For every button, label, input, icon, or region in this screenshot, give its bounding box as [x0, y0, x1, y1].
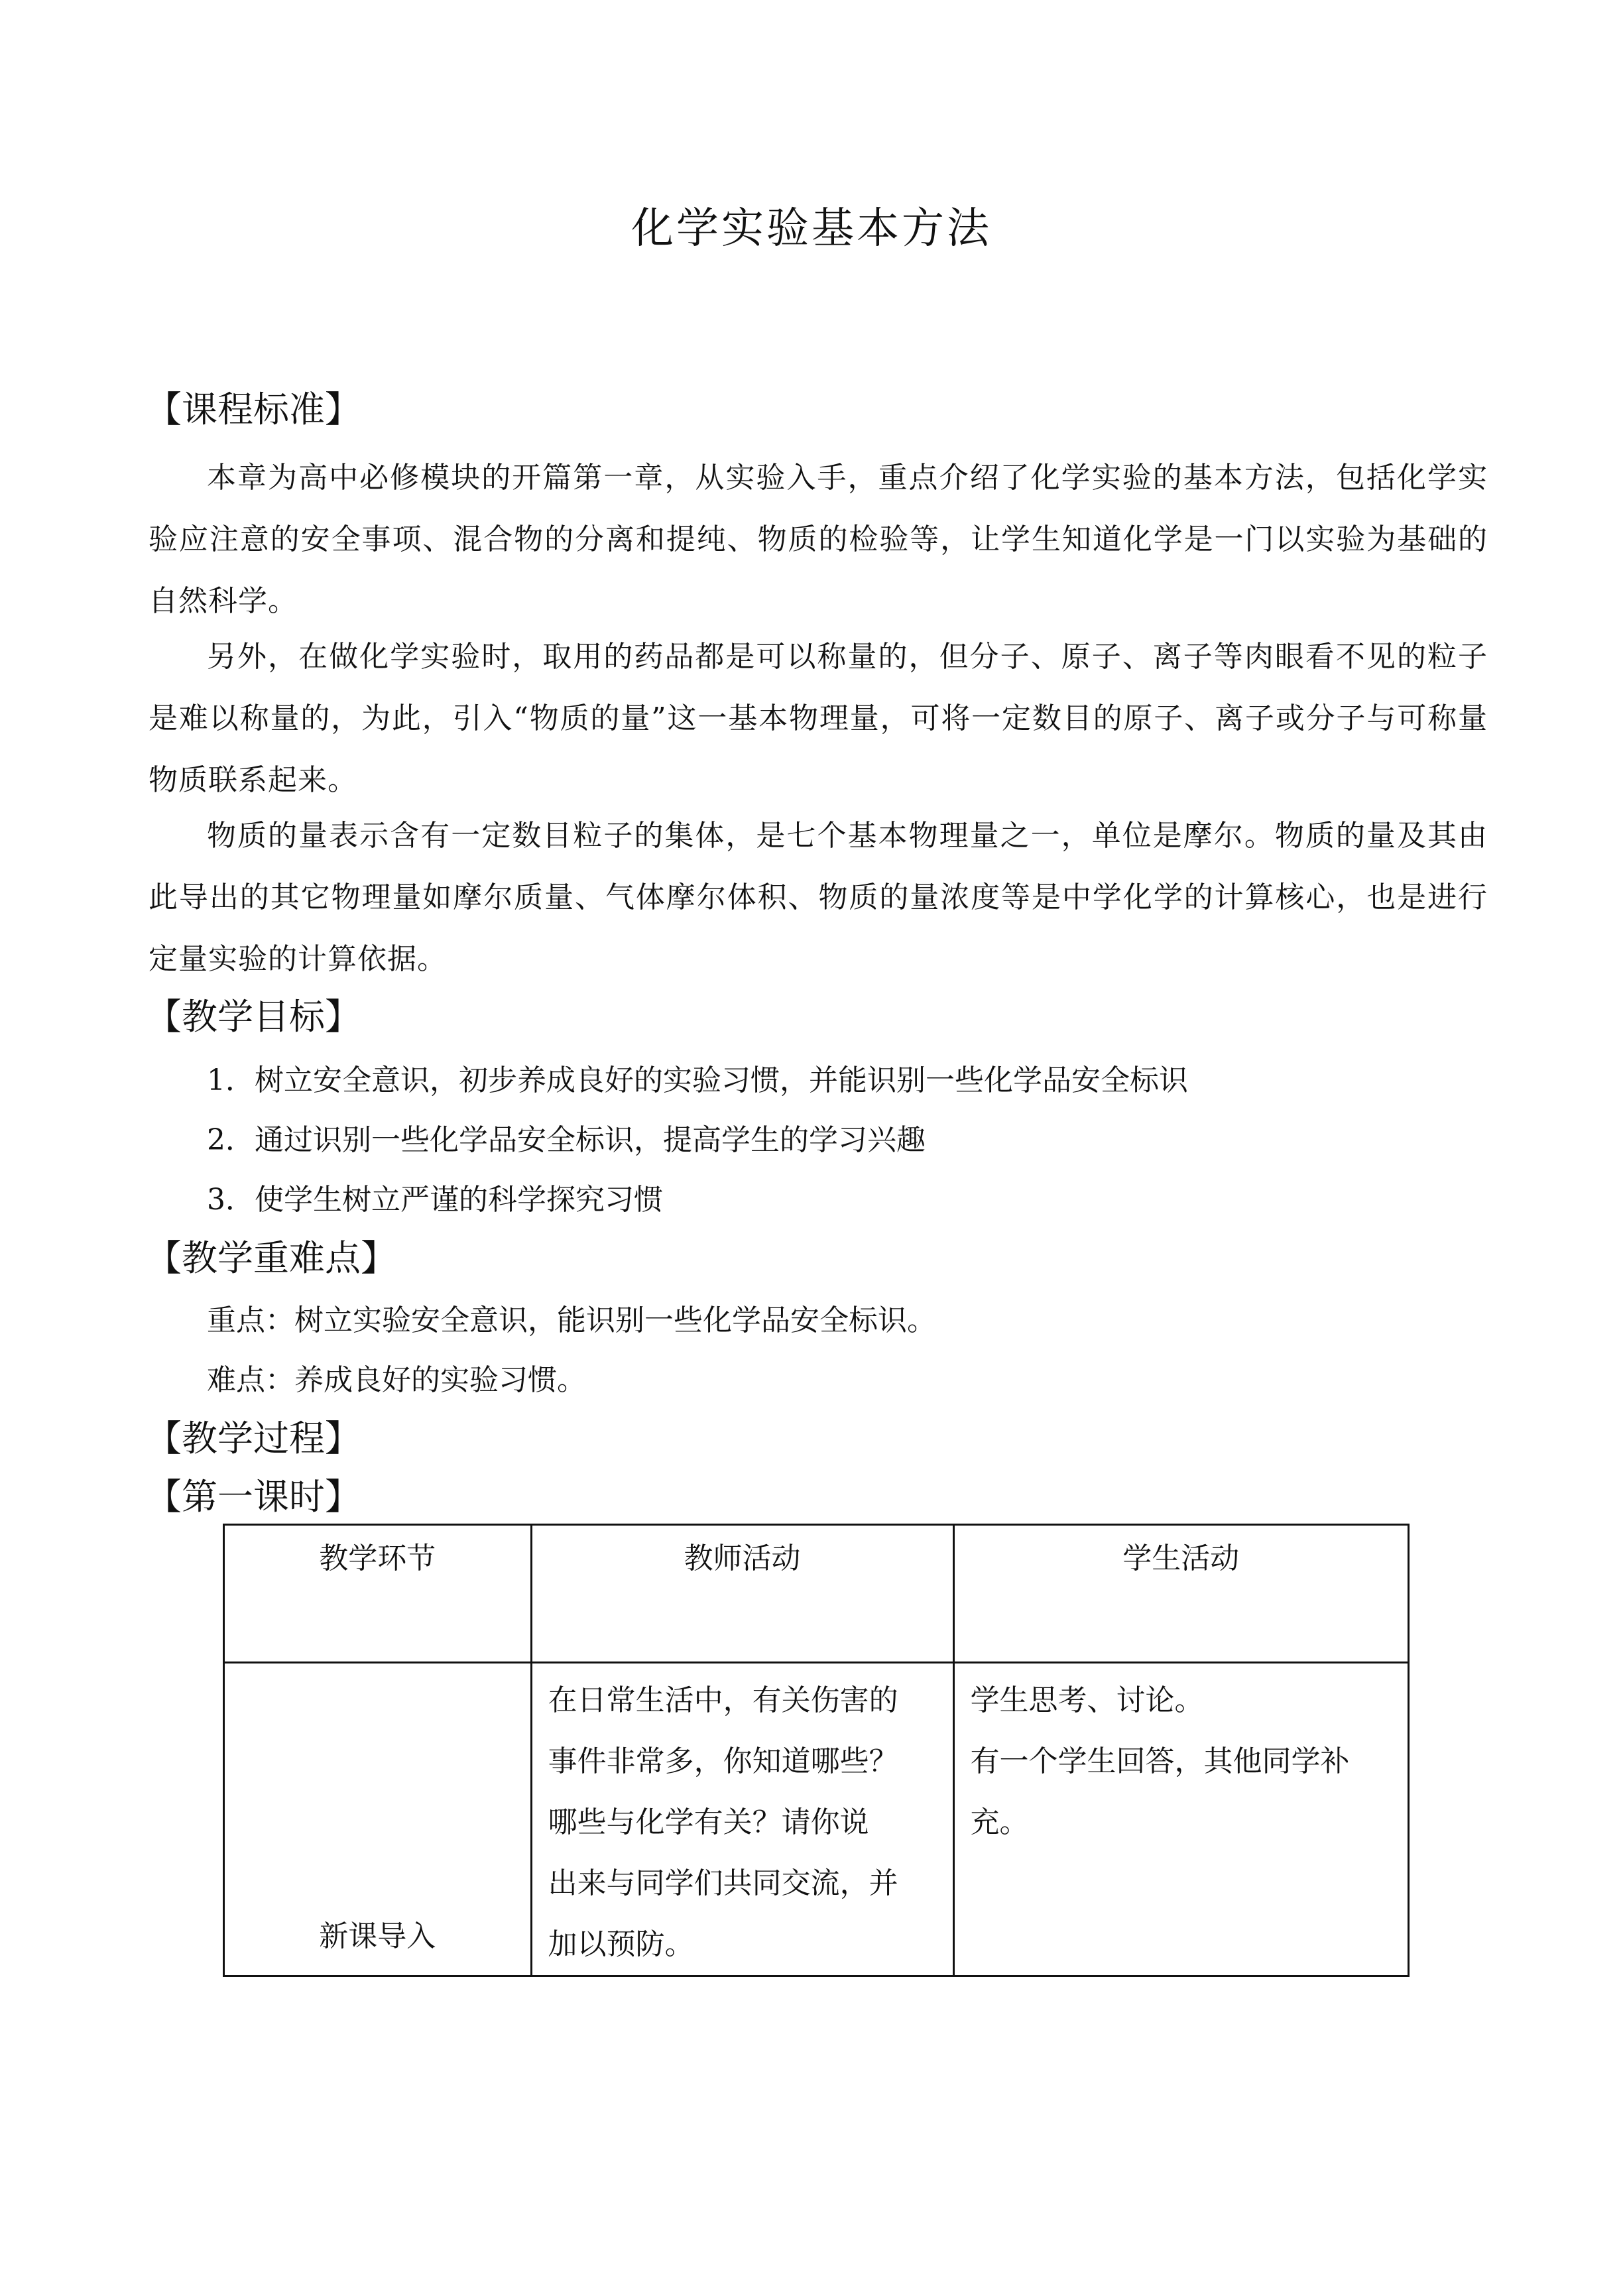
- objective-item-1: 1．树立安全意识，初步养成良好的实验习惯，并能识别一些化学品安全标识: [207, 1063, 1188, 1097]
- key-point-item: 重点：树立实验安全意识，能识别一些化学品安全标识。: [207, 1303, 936, 1337]
- teacher-activity-line: 哪些与化学有关？请你说: [548, 1805, 869, 1839]
- section-heading-curriculum-standard: 【课程标准】: [146, 389, 361, 430]
- paragraph-curriculum-3: 物质的量表示含有一定数目粒子的集体，是七个基本物理量之一，单位是摩尔。物质的量及其由此导出的其它物理量如摩尔质量、气体摩尔体积、物质的量浓度等是中学化学的计算核心，也是进行定量实验的计算依据。: [149, 819, 1488, 976]
- student-activity-line: 学生思考、讨论。: [970, 1683, 1204, 1717]
- table-header-teacher-activity: 教师活动: [531, 1525, 953, 1663]
- table-cell-student-activity: [953, 1663, 1409, 1976]
- lesson-table: [223, 1524, 1410, 1977]
- student-activity-line: 充。: [970, 1805, 1029, 1839]
- table-row: [224, 1663, 1409, 1976]
- stage-label: 新课导入: [319, 1919, 436, 1953]
- teacher-activity-line: 事件非常多，你知道哪些？: [548, 1744, 898, 1778]
- table-cell-stage: [224, 1663, 532, 1976]
- section-heading-teaching-objectives: 【教学目标】: [146, 996, 361, 1038]
- document-title: 化学实验基本方法: [631, 204, 992, 253]
- difficult-point-item: 难点：养成良好的实验习惯。: [207, 1363, 586, 1397]
- objective-item-3: 3．使学生树立严谨的科学探究习惯: [207, 1183, 663, 1217]
- paragraph-curriculum-2: 另外，在做化学实验时，取用的药品都是可以称量的，但分子、原子、离子等肉眼看不见的粒子是难以称量的，为此，引入“物质的量”这一基本物理量，可将一定数目的原子、离子或分子与可称量物质联系起来。: [149, 640, 1488, 797]
- table-cell-teacher-activity: [531, 1663, 953, 1976]
- objective-item-2: 2．通过识别一些化学品安全标识，提高学生的学习兴趣: [207, 1123, 926, 1157]
- paragraph-curriculum-1: 本章为高中必修模块的开篇第一章，从实验入手，重点介绍了化学实验的基本方法，包括化学实验应注意的安全事项、混合物的分离和提纯、物质的检验等，让学生知道化学是一门以实验为基础的自然科学。: [149, 461, 1488, 618]
- teacher-activity-line: 出来与同学们共同交流，并: [548, 1866, 898, 1900]
- teacher-activity-line: 在日常生活中，有关伤害的: [548, 1683, 898, 1717]
- section-heading-key-points: 【教学重难点】: [146, 1237, 396, 1279]
- section-heading-teaching-process: 【教学过程】: [146, 1418, 361, 1459]
- table-header-stage: 教学环节: [224, 1525, 532, 1663]
- teacher-activity-line: 加以预防。: [548, 1927, 694, 1961]
- section-heading-first-lesson: 【第一课时】: [146, 1476, 361, 1518]
- table-header-row: [224, 1525, 1409, 1663]
- table-header-student-activity: 学生活动: [953, 1525, 1409, 1663]
- student-activity-line: 有一个学生回答，其他同学补: [970, 1744, 1350, 1778]
